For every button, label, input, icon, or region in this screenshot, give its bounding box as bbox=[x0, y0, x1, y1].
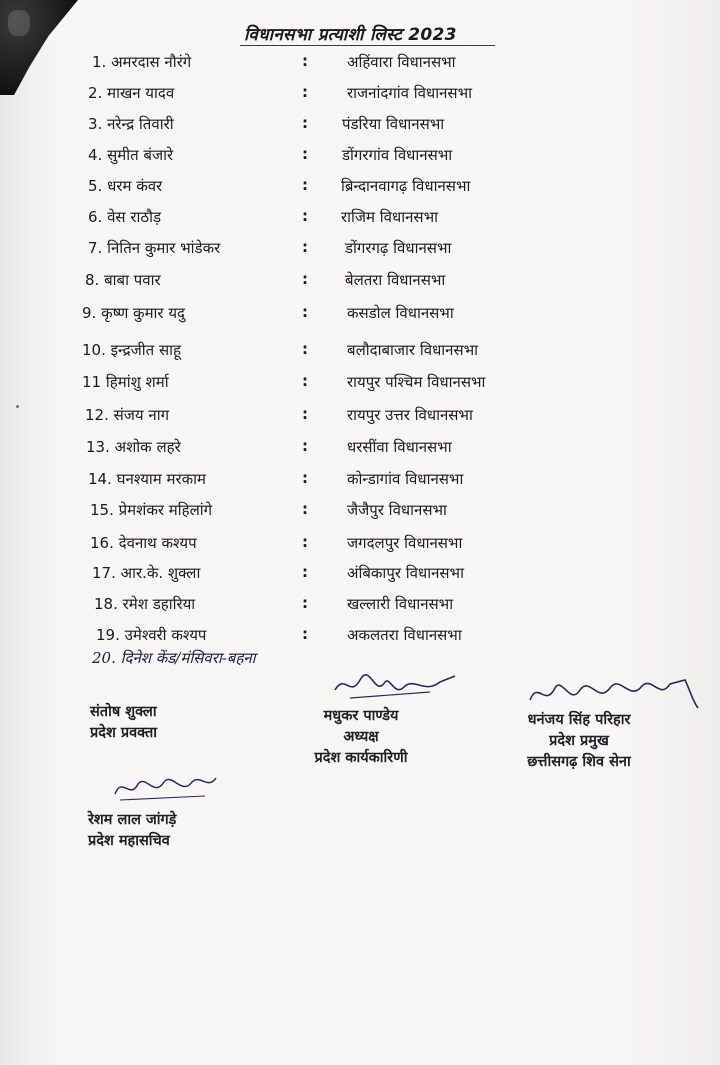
state-chief-role: प्रदेश प्रमुख bbox=[549, 733, 609, 749]
candidate-number: 19. bbox=[96, 626, 120, 644]
row-separator: : bbox=[302, 114, 308, 132]
constituency-name: कसडोल विधानसभा bbox=[347, 304, 454, 322]
candidate-name-text: आर.के. शुक्ला bbox=[120, 564, 201, 582]
candidate-row bbox=[0, 469, 720, 497]
constituency-name: डोंगरगांव विधानसभा bbox=[342, 146, 453, 164]
candidate-row bbox=[0, 405, 720, 433]
candidate-row bbox=[0, 176, 720, 204]
constituency-name: राजनांदगांव विधानसभा bbox=[347, 84, 472, 102]
candidate-name-text: अमरदास नौरंगे bbox=[111, 53, 192, 71]
constituency-name: जैजैपुर विधानसभा bbox=[347, 501, 447, 519]
candidate-name bbox=[88, 145, 173, 165]
candidate-name bbox=[82, 340, 181, 360]
president-body: प्रदेश कार्यकारिणी bbox=[314, 750, 408, 766]
candidate-name bbox=[96, 625, 206, 645]
candidate-number: 5. bbox=[88, 177, 103, 195]
spokesperson-name: संतोष शुक्ला bbox=[90, 704, 157, 720]
candidate-number: 4. bbox=[88, 146, 103, 164]
candidate-row bbox=[0, 563, 720, 591]
constituency-name: बलौदाबाजार विधानसभा bbox=[347, 341, 479, 359]
candidate-number: 17. bbox=[92, 564, 116, 582]
candidate-name-text: घनश्याम मरकाम bbox=[116, 470, 207, 488]
candidate-row bbox=[0, 372, 720, 400]
row-separator: : bbox=[302, 469, 308, 487]
row-separator: : bbox=[302, 207, 308, 225]
row-separator: : bbox=[302, 405, 308, 423]
row-separator: : bbox=[302, 533, 308, 551]
row-separator: : bbox=[302, 52, 308, 70]
candidate-number: 11 bbox=[82, 373, 102, 391]
resham-signature bbox=[110, 770, 220, 804]
constituency-name: रायपुर उत्तर विधानसभा bbox=[347, 406, 473, 424]
row-separator: : bbox=[302, 625, 308, 643]
state-chief-name: धनंजय सिंह परिहार bbox=[527, 712, 631, 728]
row-separator: : bbox=[302, 303, 308, 321]
candidate-row bbox=[0, 533, 720, 561]
candidate-name bbox=[92, 52, 191, 72]
candidate-name-text: वेस राठौड़ bbox=[107, 208, 161, 226]
constituency-name: रायपुर पश्चिम विधानसभा bbox=[347, 373, 486, 391]
candidate-name-text: नरेन्द्र तिवारी bbox=[107, 115, 174, 133]
candidate-name bbox=[82, 372, 169, 392]
constituency-name: राजिम विधानसभा bbox=[341, 208, 439, 226]
candidate-name-text: प्रेमशंकर महिलांगे bbox=[118, 501, 213, 519]
candidate-row bbox=[0, 52, 720, 80]
candidate-name bbox=[92, 563, 200, 583]
candidate-row bbox=[0, 83, 720, 111]
constituency-name: कोन्डागांव विधानसभा bbox=[347, 470, 464, 488]
candidate-name bbox=[90, 533, 197, 553]
candidate-name-text: हिमांशु शर्मा bbox=[105, 373, 169, 391]
candidate-row bbox=[0, 145, 720, 173]
candidate-number: 7. bbox=[88, 239, 103, 257]
candidate-number: 16. bbox=[90, 534, 114, 552]
candidate-row bbox=[0, 340, 720, 368]
president-role: अध्यक्ष bbox=[343, 729, 379, 745]
candidate-name bbox=[85, 270, 161, 290]
candidate-row bbox=[0, 207, 720, 235]
candidate-name bbox=[88, 83, 174, 103]
president-block bbox=[296, 706, 426, 769]
candidate-number: 6. bbox=[88, 208, 103, 226]
constituency-name: जगदलपुर विधानसभा bbox=[347, 534, 463, 552]
candidate-name-text: माखन यादव bbox=[107, 84, 175, 102]
candidate-number: 13. bbox=[86, 438, 110, 456]
candidate-name bbox=[86, 437, 181, 457]
candidate-name bbox=[88, 207, 161, 227]
title-underline bbox=[240, 45, 495, 46]
constituency-name: धरसींवा विधानसभा bbox=[347, 438, 452, 456]
row-separator: : bbox=[302, 340, 308, 358]
general-secretary-role: प्रदेश महासचिव bbox=[88, 833, 170, 849]
row-separator: : bbox=[302, 145, 308, 163]
candidate-row bbox=[0, 303, 720, 331]
candidate-row bbox=[0, 238, 720, 266]
row-separator: : bbox=[302, 83, 308, 101]
candidate-number: 9. bbox=[82, 304, 97, 322]
candidate-name-text: इन्द्रजीत साहू bbox=[110, 341, 181, 359]
candidate-name bbox=[88, 469, 206, 489]
state-chief-block bbox=[504, 710, 654, 773]
candidate-number: 15. bbox=[90, 501, 114, 519]
general-secretary-block bbox=[88, 810, 176, 852]
row-separator: : bbox=[302, 563, 308, 581]
candidate-name bbox=[88, 114, 174, 134]
row-separator: : bbox=[302, 372, 308, 390]
candidate-name bbox=[90, 500, 212, 520]
spokesperson-role: प्रदेश प्रवक्ता bbox=[90, 725, 157, 741]
candidate-number: 10. bbox=[82, 341, 106, 359]
candidate-name-text: रमेश डहारिया bbox=[122, 595, 196, 613]
constituency-name: अहिंवारा विधानसभा bbox=[347, 53, 456, 71]
candidate-row bbox=[0, 114, 720, 142]
general-secretary-name: रेशम लाल जांगड़े bbox=[88, 812, 177, 828]
candidate-number: 8. bbox=[85, 271, 100, 289]
candidate-name-text: धरम कंवर bbox=[107, 177, 163, 195]
corner-photo-fragment bbox=[0, 0, 78, 95]
candidate-name bbox=[88, 238, 220, 258]
candidate-row bbox=[0, 270, 720, 298]
candidate-name bbox=[85, 405, 169, 425]
constituency-name: डोंगरगढ़ विधानसभा bbox=[345, 239, 452, 257]
candidate-name-text: अशोक लहरे bbox=[114, 438, 181, 456]
candidate-number: 3. bbox=[88, 115, 103, 133]
candidate-name bbox=[94, 594, 195, 614]
constituency-name: पंडरिया विधानसभा bbox=[342, 115, 445, 133]
candidate-row bbox=[0, 500, 720, 528]
constituency-name: बेलतरा विधानसभा bbox=[345, 271, 446, 289]
candidate-name-text: बाबा पवार bbox=[104, 271, 161, 289]
constituency-name: अकलतरा विधानसभा bbox=[347, 626, 462, 644]
row-separator: : bbox=[302, 437, 308, 455]
candidate-number: 2. bbox=[88, 84, 103, 102]
candidate-name-text: उमेश्वरी कश्यप bbox=[124, 626, 207, 644]
president-name: मधुकर पाण्डेय bbox=[323, 708, 399, 724]
candidate-row bbox=[0, 594, 720, 622]
candidate-number: 18. bbox=[94, 595, 118, 613]
constituency-name: ब्रिन्दानवागढ़ विधानसभा bbox=[341, 177, 471, 195]
handwritten-entry-20: 20. दिनेश केंड/मंसिवरा-बहना bbox=[92, 649, 256, 667]
candidate-name-text: संजय नाग bbox=[113, 406, 170, 424]
constituency-name: खल्लारी विधानसभा bbox=[347, 595, 454, 613]
candidate-name-text: कृष्ण कुमार यदु bbox=[101, 304, 186, 322]
row-separator: : bbox=[302, 500, 308, 518]
candidate-name-text: नितिन कुमार भांडेकर bbox=[107, 239, 221, 257]
spokesperson-block bbox=[90, 702, 157, 744]
candidate-name bbox=[82, 303, 185, 323]
candidate-number: 1. bbox=[92, 53, 107, 71]
row-separator: : bbox=[302, 594, 308, 612]
constituency-name: अंबिकापुर विधानसभा bbox=[347, 564, 464, 582]
row-separator: : bbox=[302, 176, 308, 194]
candidate-name-text: सुमीत बंजारे bbox=[107, 146, 174, 164]
candidate-name-text: देवनाथ कश्यप bbox=[118, 534, 197, 552]
madhukar-signature bbox=[330, 668, 460, 708]
candidate-row bbox=[0, 437, 720, 465]
document-title: विधानसभा प्रत्याशी लिस्ट 2023 bbox=[244, 25, 457, 45]
paper-speck bbox=[16, 405, 19, 408]
candidate-name bbox=[88, 176, 162, 196]
row-separator: : bbox=[302, 238, 308, 256]
state-chief-org: छत्तीसगढ़ शिव सेना bbox=[527, 754, 631, 770]
row-separator: : bbox=[302, 270, 308, 288]
candidate-number: 12. bbox=[85, 406, 109, 424]
candidate-number: 14. bbox=[88, 470, 112, 488]
